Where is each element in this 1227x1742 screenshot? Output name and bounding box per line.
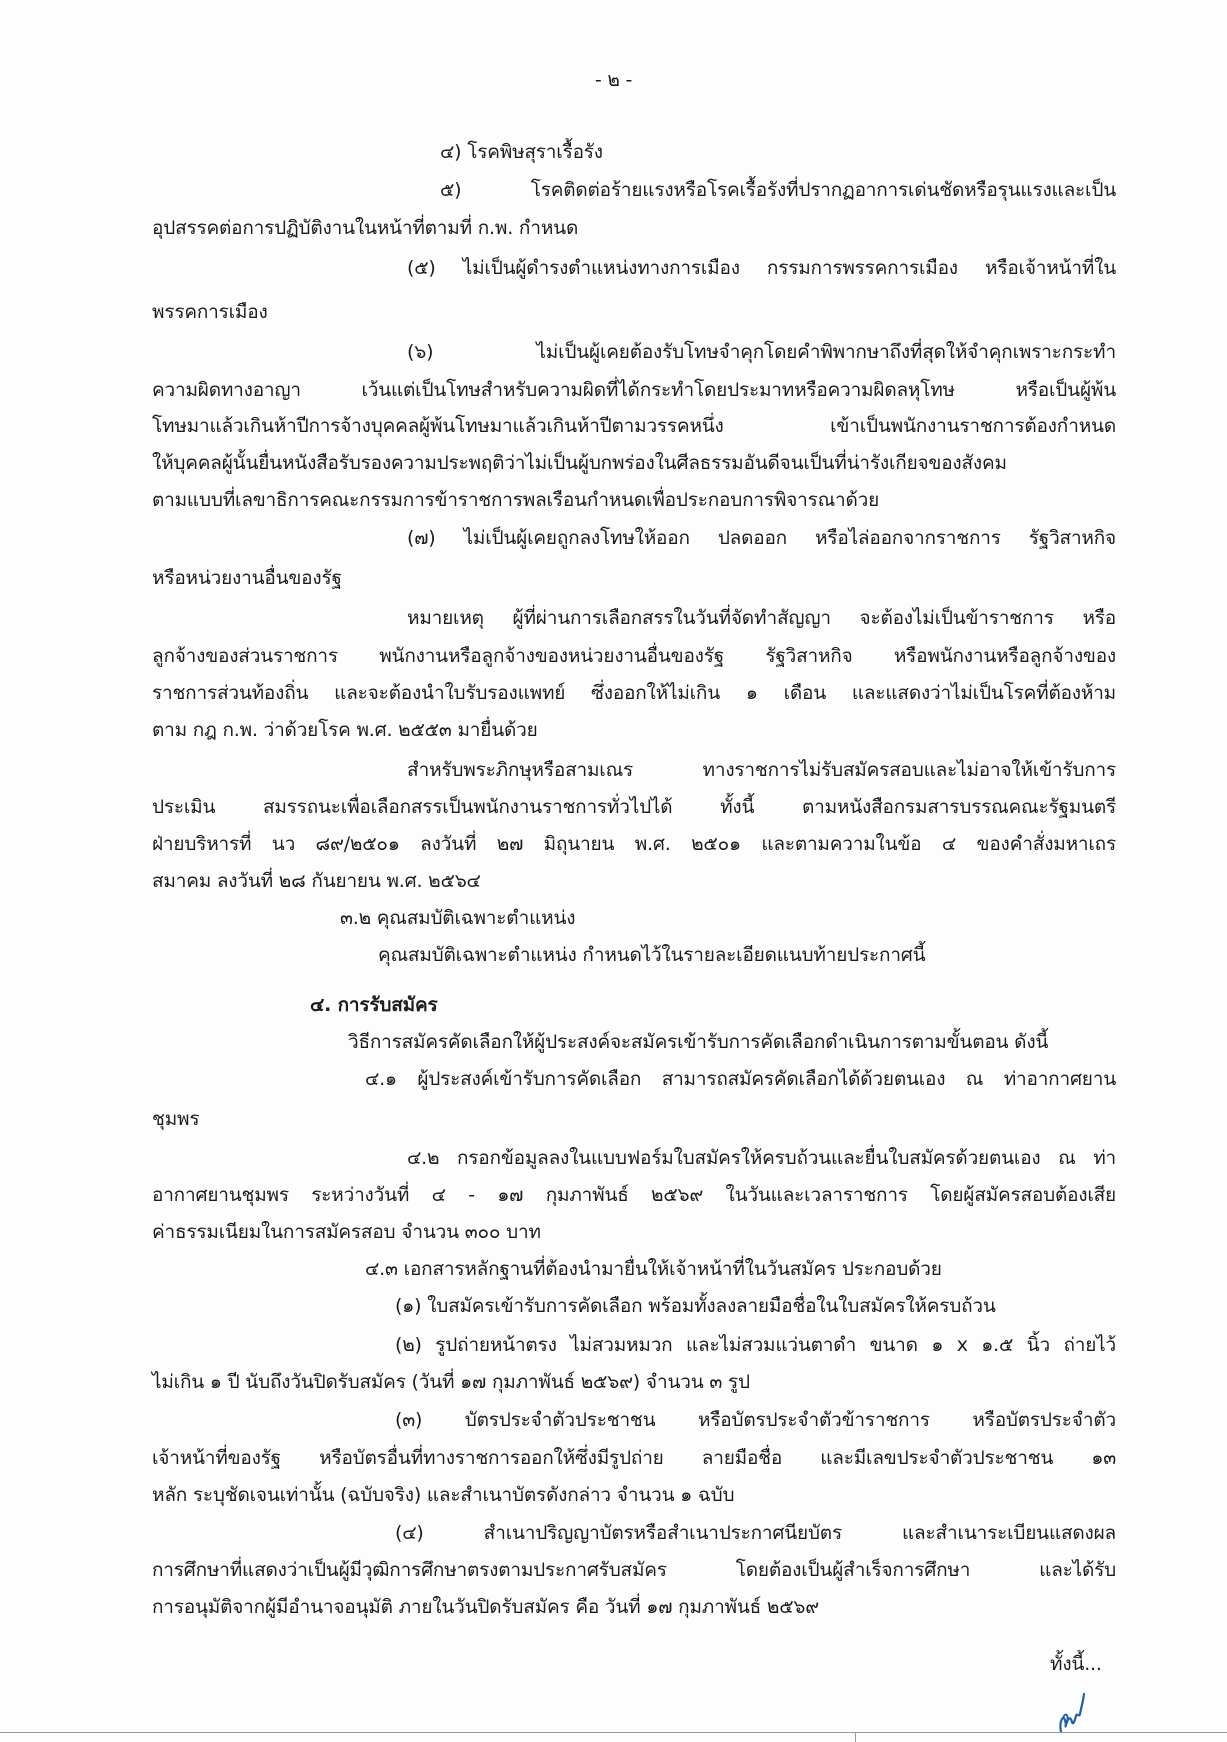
text-line: (๔) สำเนาปริญญาบัตรหรือสำเนาประกาศนียบัตร และสำเนาระเบียนแสดงผล xyxy=(395,1522,1116,1544)
signature-icon xyxy=(1055,1692,1087,1736)
scan-edge-tick xyxy=(855,1732,856,1742)
text-line: อุปสรรคต่อการปฏิบัติงานในหน้าที่ตามที่ ก.พ. กำหนด xyxy=(152,217,579,239)
section-heading: ๔. การรับสมัคร xyxy=(310,994,438,1016)
text-line: (๓) บัตรประจำตัวประชาชน หรือบัตรประจำตัวข้าราชการ หรือบัตรประจำตัว xyxy=(395,1409,1116,1431)
text-line: อากาศยานชุมพร ระหว่างวันที่ ๔ - ๑๗ กุมภาพันธ์ ๒๕๖๙ ในวันและเวลาราชการ โดยผู้สมัครสอบต้องเสีย xyxy=(152,1184,1116,1206)
text-line: หรือหน่วยงานอื่นของรัฐ xyxy=(152,567,342,589)
text-line: (๗) ไม่เป็นผู้เคยถูกลงโทษให้ออก ปลดออก หรือไล่ออกจากราชการ รัฐวิสาหกิจ xyxy=(407,527,1116,549)
text-line: ราชการส่วนท้องถิ่น และจะต้องนำใบรับรองแพทย์ ซึ่งออกให้ไม่เกิน ๑ เดือน และแสดงว่าไม่เป็นโรคที่ต้องห้าม xyxy=(152,682,1116,704)
text-line: ค่าธรรมเนียมในการสมัครสอบ จำนวน ๓๐๐ บาท xyxy=(152,1221,541,1243)
text-line: (๖) ไม่เป็นผู้เคยต้องรับโทษจำคุกโดยคำพิพากษาถึงที่สุดให้จำคุกเพราะกระทำ xyxy=(407,341,1116,363)
text-line: สำหรับพระภิกษุหรือสามเณร ทางราชการไม่รับสมัครสอบและไม่อาจให้เข้ารับการ xyxy=(407,759,1116,781)
text-line: (๑) ใบสมัครเข้ารับการคัดเลือก พร้อมทั้งลงลายมือชื่อในใบสมัครให้ครบถ้วน xyxy=(395,1295,996,1317)
page-number: - ๒ - xyxy=(594,69,633,91)
scan-edge-line xyxy=(0,1732,1227,1733)
text-line: คุณสมบัติเฉพาะตำแหน่ง กำหนดไว้ในรายละเอียดแนบท้ายประกาศนี้ xyxy=(378,944,926,966)
text-line: ชุมพร xyxy=(152,1108,200,1130)
text-line: ๓.๒ คุณสมบัติเฉพาะตำแหน่ง xyxy=(340,907,576,929)
text-line: ให้บุคคลผู้นั้นยื่นหนังสือรับรองความประพฤติว่าไม่เป็นผู้บกพร่องในศีลธรรมอันดีจนเป็นที่น่ารังเกียจของสังคม xyxy=(152,452,1007,474)
text-line: โทษมาแล้วเกินห้าปีการจ้างบุคคลผู้พ้นโทษมาแล้วเกินห้าปีตามวรรคหนึ่ง เข้าเป็นพนักงานราชการต้องกำหนด xyxy=(152,415,1116,437)
text-line: หมายเหตุ ผู้ที่ผ่านการเลือกสรรในวันที่จัดทำสัญญา จะต้องไม่เป็นข้าราชการ หรือ xyxy=(407,607,1116,629)
text-line: ๔.๒ กรอกข้อมูลลงในแบบฟอร์มใบสมัครให้ครบถ้วนและยื่นใบสมัครด้วยตนเอง ณ ท่า xyxy=(407,1147,1116,1169)
text-line: ตาม กฎ ก.พ. ว่าด้วยโรค พ.ศ. ๒๕๕๓ มายื่นด้วย xyxy=(152,719,538,741)
text-line: การอนุมัติจากผู้มีอำนาจอนุมัติ ภายในวันปิดรับสมัคร คือ วันที่ ๑๗ กุมภาพันธ์ ๒๕๖๙ xyxy=(152,1596,819,1618)
text-line: หลัก ระบุชัดเจนเท่านั้น (ฉบับจริง) และสำเนาบัตรดังกล่าว จำนวน ๑ ฉบับ xyxy=(152,1484,735,1506)
text-line: ตามแบบที่เลขาธิการคณะกรรมการข้าราชการพลเรือนกำหนดเพื่อประกอบการพิจารณาด้วย xyxy=(152,489,880,511)
text-line: ๔.๑ ผู้ประสงค์เข้ารับการคัดเลือก สามารถสมัครคัดเลือกได้ด้วยตนเอง ณ ท่าอากาศยาน xyxy=(365,1068,1116,1090)
text-line: สมาคม ลงวันที่ ๒๘ กันยายน พ.ศ. ๒๕๖๔ xyxy=(152,870,481,892)
text-line: ๕) โรคติดต่อร้ายแรงหรือโรคเรื้อรังที่ปรากฏอาการเด่นชัดหรือรุนแรงและเป็น xyxy=(440,179,1116,201)
text-line: ๔.๓ เอกสารหลักฐานที่ต้องนำมายื่นให้เจ้าหน้าที่ในวันสมัคร ประกอบด้วย xyxy=(365,1258,942,1280)
text-line: (๕) ไม่เป็นผู้ดำรงตำแหน่งทางการเมือง กรรมการพรรคการเมือง หรือเจ้าหน้าที่ใน xyxy=(407,257,1116,279)
text-line: (๒) รูปถ่ายหน้าตรง ไม่สวมหมวก และไม่สวมแว่นตาดำ ขนาด ๑ x ๑.๕ นิ้ว ถ่ายไว้ xyxy=(395,1334,1116,1356)
text-line: เจ้าหน้าที่ของรัฐ หรือบัตรอื่นที่ทางราชการออกให้ซึ่งมีรูปถ่าย ลายมือชื่อ และมีเลขประจำตัวประชาชน ๑๓ xyxy=(152,1447,1116,1469)
text-line: ๔) โรคพิษสุราเรื้อรัง xyxy=(440,141,603,163)
text-line: วิธีการสมัครคัดเลือกให้ผู้ประสงค์จะสมัครเข้ารับการคัดเลือกดำเนินการตามขั้นตอน ดังนี้ xyxy=(348,1031,1049,1053)
continuation-text: ทั้งนี้... xyxy=(1050,1653,1102,1675)
text-line: ประเมิน สมรรถนะเพื่อเลือกสรรเป็นพนักงานราชการทั่วไปได้ ทั้งนี้ ตามหนังสือกรมสารบรรณคณะรัฐมนตรี xyxy=(152,796,1116,818)
text-line: ความผิดทางอาญา เว้นแต่เป็นโทษสำหรับความผิดที่ได้กระทำโดยประมาทหรือความผิดลหุโทษ หรือเป็นผู้พ้น xyxy=(152,379,1116,401)
text-line: ลูกจ้างของส่วนราชการ พนักงานหรือลูกจ้างของหน่วยงานอื่นของรัฐ รัฐวิสาหกิจ หรือพนักงานหรือลูกจ้างของ xyxy=(152,645,1116,667)
text-line: พรรคการเมือง xyxy=(152,301,268,323)
text-line: ไม่เกิน ๑ ปี นับถึงวันปิดรับสมัคร (วันที่ ๑๗ กุมภาพันธ์ ๒๕๖๙) จำนวน ๓ รูป xyxy=(152,1371,750,1393)
text-line: ฝ่ายบริหารที่ นว ๘๙/๒๕๐๑ ลงวันที่ ๒๗ มิถุนายน พ.ศ. ๒๕๐๑ และตามความในข้อ ๔ ของคำสั่งมหาเถร xyxy=(152,833,1116,855)
text-line: การศึกษาที่แสดงว่าเป็นผู้มีวุฒิการศึกษาตรงตามประกาศรับสมัคร โดยต้องเป็นผู้สำเร็จการศึกษา และได้รับ xyxy=(152,1559,1116,1581)
